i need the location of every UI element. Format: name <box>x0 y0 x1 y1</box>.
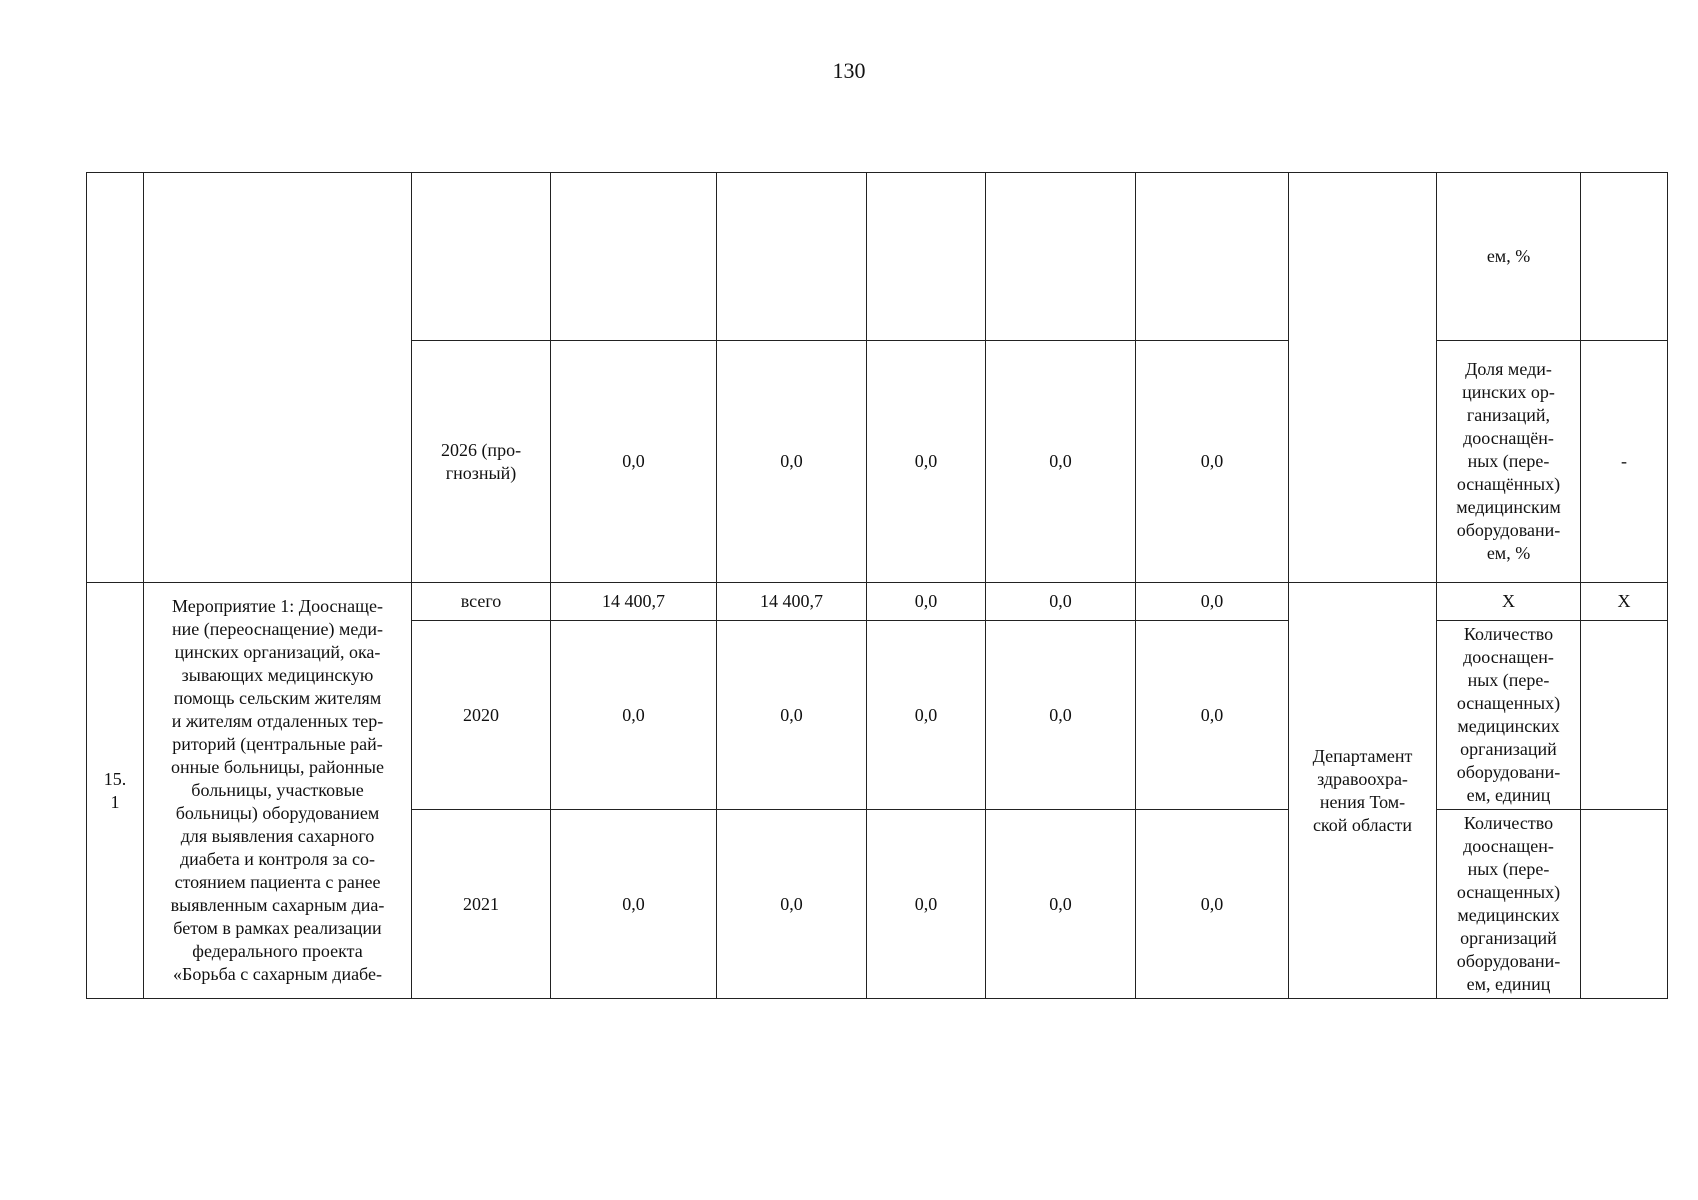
federal-cell: 0,0 <box>717 810 867 999</box>
indicator-cell: Х <box>1437 583 1581 621</box>
regional-cell: 0,0 <box>867 810 986 999</box>
federal-cell: 14 400,7 <box>717 583 867 621</box>
federal-cell: 0,0 <box>717 621 867 810</box>
local-cell <box>986 173 1136 341</box>
indicator-cell: Доля меди- цинских ор- ганизаций, дооснащён- ных (пере- оснащённых) медицинским оборудовани- ем, % <box>1437 341 1581 583</box>
local-cell: 0,0 <box>986 621 1136 810</box>
total-cell: 14 400,7 <box>551 583 717 621</box>
other-cell: 0,0 <box>1136 583 1289 621</box>
table-row <box>87 173 1668 341</box>
indicator-value-cell <box>1581 621 1668 810</box>
other-cell: 0,0 <box>1136 810 1289 999</box>
federal-cell <box>717 173 867 341</box>
regional-cell: 0,0 <box>867 341 986 583</box>
program-activities-table <box>86 172 1668 999</box>
event-description-cell <box>144 173 412 583</box>
row-number-cell <box>87 173 144 583</box>
regional-cell <box>867 173 986 341</box>
year-cell: 2026 (про- гнозный) <box>412 341 551 583</box>
indicator-value-cell: - <box>1581 341 1668 583</box>
year-cell: всего <box>412 583 551 621</box>
total-cell <box>551 173 717 341</box>
local-cell: 0,0 <box>986 810 1136 999</box>
indicator-cell: Количество дооснащен- ных (пере- оснащенных) медицинских организаций оборудовани- ем, единиц <box>1437 621 1581 810</box>
indicator-cell: Количество дооснащен- ных (пере- оснащенных) медицинских организаций оборудовани- ем, единиц <box>1437 810 1581 999</box>
regional-cell: 0,0 <box>867 621 986 810</box>
indicator-cell: ем, % <box>1437 173 1581 341</box>
total-cell: 0,0 <box>551 810 717 999</box>
executor-cell <box>1289 173 1437 583</box>
other-cell: 0,0 <box>1136 621 1289 810</box>
other-cell <box>1136 173 1289 341</box>
federal-cell: 0,0 <box>717 341 867 583</box>
indicator-value-cell <box>1581 810 1668 999</box>
year-cell: 2021 <box>412 810 551 999</box>
table-row <box>87 583 1668 621</box>
year-cell: 2020 <box>412 621 551 810</box>
indicator-value-cell: Х <box>1581 583 1668 621</box>
total-cell: 0,0 <box>551 341 717 583</box>
page-number: 130 <box>832 58 866 83</box>
regional-cell: 0,0 <box>867 583 986 621</box>
local-cell: 0,0 <box>986 583 1136 621</box>
indicator-value-cell <box>1581 173 1668 341</box>
local-cell: 0,0 <box>986 341 1136 583</box>
executor-cell: Департамент здравоохра- нения Том- ской области <box>1289 583 1437 999</box>
year-cell <box>412 173 551 341</box>
row-number-cell: 15. 1 <box>87 583 144 999</box>
event-description-cell: Мероприятие 1: Дооснаще- ние (переоснащение) меди- цинских организаций, ока- зывающих медицинскую помощь сельским жителям и жителям отдаленных тер- риторий (центральные рай- онные больницы, районные больницы, участковые больницы) оборудованием для выявления сахарного диабета и контроля за со- стоянием пациента с ранее выявленным сахарным диа- бетом в рамках реализации федерального проекта «Борьба с сахарным диабе- <box>144 583 412 999</box>
total-cell: 0,0 <box>551 621 717 810</box>
other-cell: 0,0 <box>1136 341 1289 583</box>
